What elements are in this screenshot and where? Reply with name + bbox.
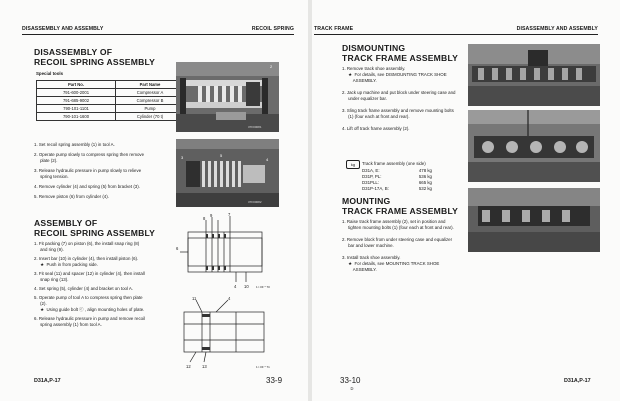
left-header-topic: RECOIL SPRING <box>251 26 294 32</box>
weight-heading: Track frame assembly (one side) <box>362 161 426 166</box>
photo-code: 37F00081 <box>248 125 262 129</box>
callout-label: 4 <box>228 296 231 301</box>
photo-track-frame-lift-illustration <box>468 188 600 252</box>
weight-value: 478 kg <box>418 168 432 173</box>
list-item: 1. Fit packing (7) on piston (6), the install snap ring (8) <box>34 241 140 246</box>
photo-spring-cylinder-illustration <box>176 139 279 207</box>
right-footer-model: D31A,P-17 <box>564 378 591 384</box>
list-item: 5. Operate pump of tool A to compress spring then plate <box>34 295 143 300</box>
table-row <box>37 89 198 97</box>
part-no: 791-600-2001 <box>37 89 116 97</box>
svg-text:2: 2 <box>270 64 273 69</box>
list-item: spring assembly (1) from tool A. <box>34 322 102 327</box>
list-item: bar and lower machine. <box>342 243 394 248</box>
table-header: Part No. <box>37 81 116 89</box>
table-row <box>37 97 198 105</box>
list-item: 4. Set spring (5), cylinder (4) and bracket on tool A. <box>34 286 134 291</box>
list-item: 2. Operate pump slowly to compress spring then remove <box>34 152 145 157</box>
part-no: 790-101-1101 <box>37 105 116 113</box>
list-item: snap ring (13). <box>34 277 69 282</box>
list-item: plate (2). <box>34 158 58 163</box>
callout-label: 6 <box>176 246 179 251</box>
mount-steps <box>342 219 468 273</box>
list-item: ★ Using guide bolt ⓒ , align mounting holes of plate. <box>34 307 145 312</box>
right-header-topic: TRACK FRAME <box>314 26 354 32</box>
callout-label: 9 <box>210 213 213 218</box>
title-line: DISMOUNTING <box>342 43 406 53</box>
callout-label: 12 <box>186 364 191 369</box>
list-item: 2. Insert bar (10) in cylinder (4), then install piston (6). <box>34 256 139 261</box>
right-page-sub: ② <box>350 386 354 391</box>
list-item: ASSEMBLY. <box>342 78 377 83</box>
photo-code: 37F00082 <box>248 200 262 204</box>
left-header-rule <box>22 34 294 35</box>
dismount-steps <box>342 66 470 132</box>
callout-label: 11 <box>192 296 197 301</box>
left-footer-model: D31A,P-17 <box>34 378 61 384</box>
table-header-row <box>37 81 198 89</box>
callout-label: 8 <box>203 216 206 221</box>
title-line: RECOIL SPRING ASSEMBLY <box>34 227 156 238</box>
callout-label: 10 <box>244 284 249 289</box>
part-name: Cylinder (70 t) <box>116 113 185 121</box>
list-item: 3. Sling track frame assembly and remove mounting bolts <box>342 108 454 113</box>
list-item: ASSEMBLY. <box>342 267 377 272</box>
photo-track-frame-jack-illustration <box>468 44 600 106</box>
part-name: Compressor B <box>116 97 185 105</box>
list-item: 1. Raise track frame assembly (2), set in position and <box>342 219 446 224</box>
weight-table <box>362 168 432 192</box>
weight-value: 536 kg <box>418 174 432 179</box>
left-header-section: DISASSEMBLY AND ASSEMBLY <box>22 26 104 32</box>
photo-track-frame-jack <box>468 44 600 106</box>
svg-text:3: 3 <box>181 155 184 160</box>
drawing-code: 1 t 0F * 70 <box>256 285 270 289</box>
weight-row <box>362 186 432 192</box>
left-title-disassembly <box>34 48 155 67</box>
list-item: ★ For details, see MOUNTING TRACK SHOE <box>342 261 440 266</box>
list-item: 3. Fit seal (11) and spacer (12) in cylinder (4), then install <box>34 271 145 276</box>
list-item: 5. Remove piston (6) from cylinder (4). <box>34 194 109 199</box>
special-tools-table <box>36 80 198 121</box>
title-line: TRACK FRAME ASSEMBLY <box>342 52 459 63</box>
drawing-piston-section <box>176 212 280 292</box>
list-item: 2. Remove block from under steering case and equalizer <box>342 237 453 242</box>
callout-label: 7 <box>228 212 231 217</box>
photo-recoil-spring-illustration <box>176 62 279 132</box>
callout-label: 4 <box>234 284 237 289</box>
callout-label: 13 <box>202 364 207 369</box>
photo-spring-cylinder <box>176 139 279 207</box>
left-page-number: 33-9 <box>266 376 283 385</box>
list-item: (2). <box>34 301 47 306</box>
weight-value: 665 kg <box>418 180 432 185</box>
table-row <box>37 105 198 113</box>
part-name: Compressor A <box>116 89 185 97</box>
list-item: 1. Remove track shoe assembly. <box>342 66 406 71</box>
left-page <box>0 0 308 401</box>
list-item: (1) (four each at front and rear). <box>342 114 410 119</box>
right-header-rule <box>314 34 598 35</box>
title-line: MOUNTING <box>342 196 391 206</box>
assembly-steps <box>34 241 176 328</box>
svg-text:4: 4 <box>266 157 269 162</box>
title-line: RECOIL SPRING ASSEMBLY <box>34 56 156 67</box>
list-item: ★ Push in from packing side. <box>34 262 98 267</box>
table-header: Part Name <box>116 81 185 89</box>
weight-model: D31PLL: <box>362 180 380 185</box>
weight-model: D31P-17A, B: <box>362 186 389 191</box>
drawing-seal-section <box>176 294 280 370</box>
photo-track-frame-lift <box>468 188 600 252</box>
right-title-dismounting <box>342 44 458 63</box>
title-line: ASSEMBLY OF <box>34 218 98 228</box>
list-item: 6. Release hydraulic pressure in pump and remove recoil <box>34 316 146 321</box>
weight-icon: kg <box>346 160 360 169</box>
list-item: 3. Release hydraulic pressure in pump slowly to relieve <box>34 168 142 173</box>
list-item: under equalizer bar. <box>342 96 387 101</box>
title-line: DISASSEMBLY OF <box>34 47 113 57</box>
title-line: TRACK FRAME ASSEMBLY <box>342 205 459 216</box>
drawing-code: 1 t 0F * 71 <box>256 365 270 369</box>
list-item: 4. Lift off track frame assembly (2). <box>342 126 410 131</box>
right-title-mounting <box>342 197 458 216</box>
list-item: 1. Set recoil spring assembly (1) in tool A. <box>34 142 115 147</box>
weight-model: D31A, E: <box>362 168 380 173</box>
svg-text:5: 5 <box>220 153 223 158</box>
right-header-section: DISASSEMBLY AND ASSEMBLY <box>516 26 598 32</box>
right-page <box>312 0 620 401</box>
photo-track-frame-sling <box>468 110 600 182</box>
left-title-assembly <box>34 219 155 238</box>
list-item: and ring (9). <box>34 247 64 252</box>
weight-value: 532 kg <box>418 186 432 191</box>
part-no: 790-101-1600 <box>37 113 116 121</box>
list-item: spring tension. <box>34 174 69 179</box>
special-tools-label: Special tools <box>36 71 64 76</box>
list-item: 3. Install track shoe assembly. <box>342 255 401 260</box>
part-no: 791-685-9002 <box>37 97 116 105</box>
list-item: ★ For details, see DISMOUNTING TRACK SHOE <box>342 72 447 77</box>
photo-recoil-spring-in-tool <box>176 62 279 132</box>
right-page-number: 33-10 <box>340 376 361 385</box>
photo-track-frame-sling-illustration <box>468 110 600 182</box>
weight-model: D31P, PL: <box>362 174 382 179</box>
table-row <box>37 113 198 121</box>
list-item: tighten mounting bolts (1) (four each at front and rear). <box>342 225 454 230</box>
list-item: 4. Remove cylinder (4) and spring (5) from bracket (3). <box>34 184 140 189</box>
disassembly-steps <box>34 142 170 200</box>
list-item: 2. Jack up machine and put block under steering case and <box>342 90 456 95</box>
part-name: Pump <box>116 105 185 113</box>
